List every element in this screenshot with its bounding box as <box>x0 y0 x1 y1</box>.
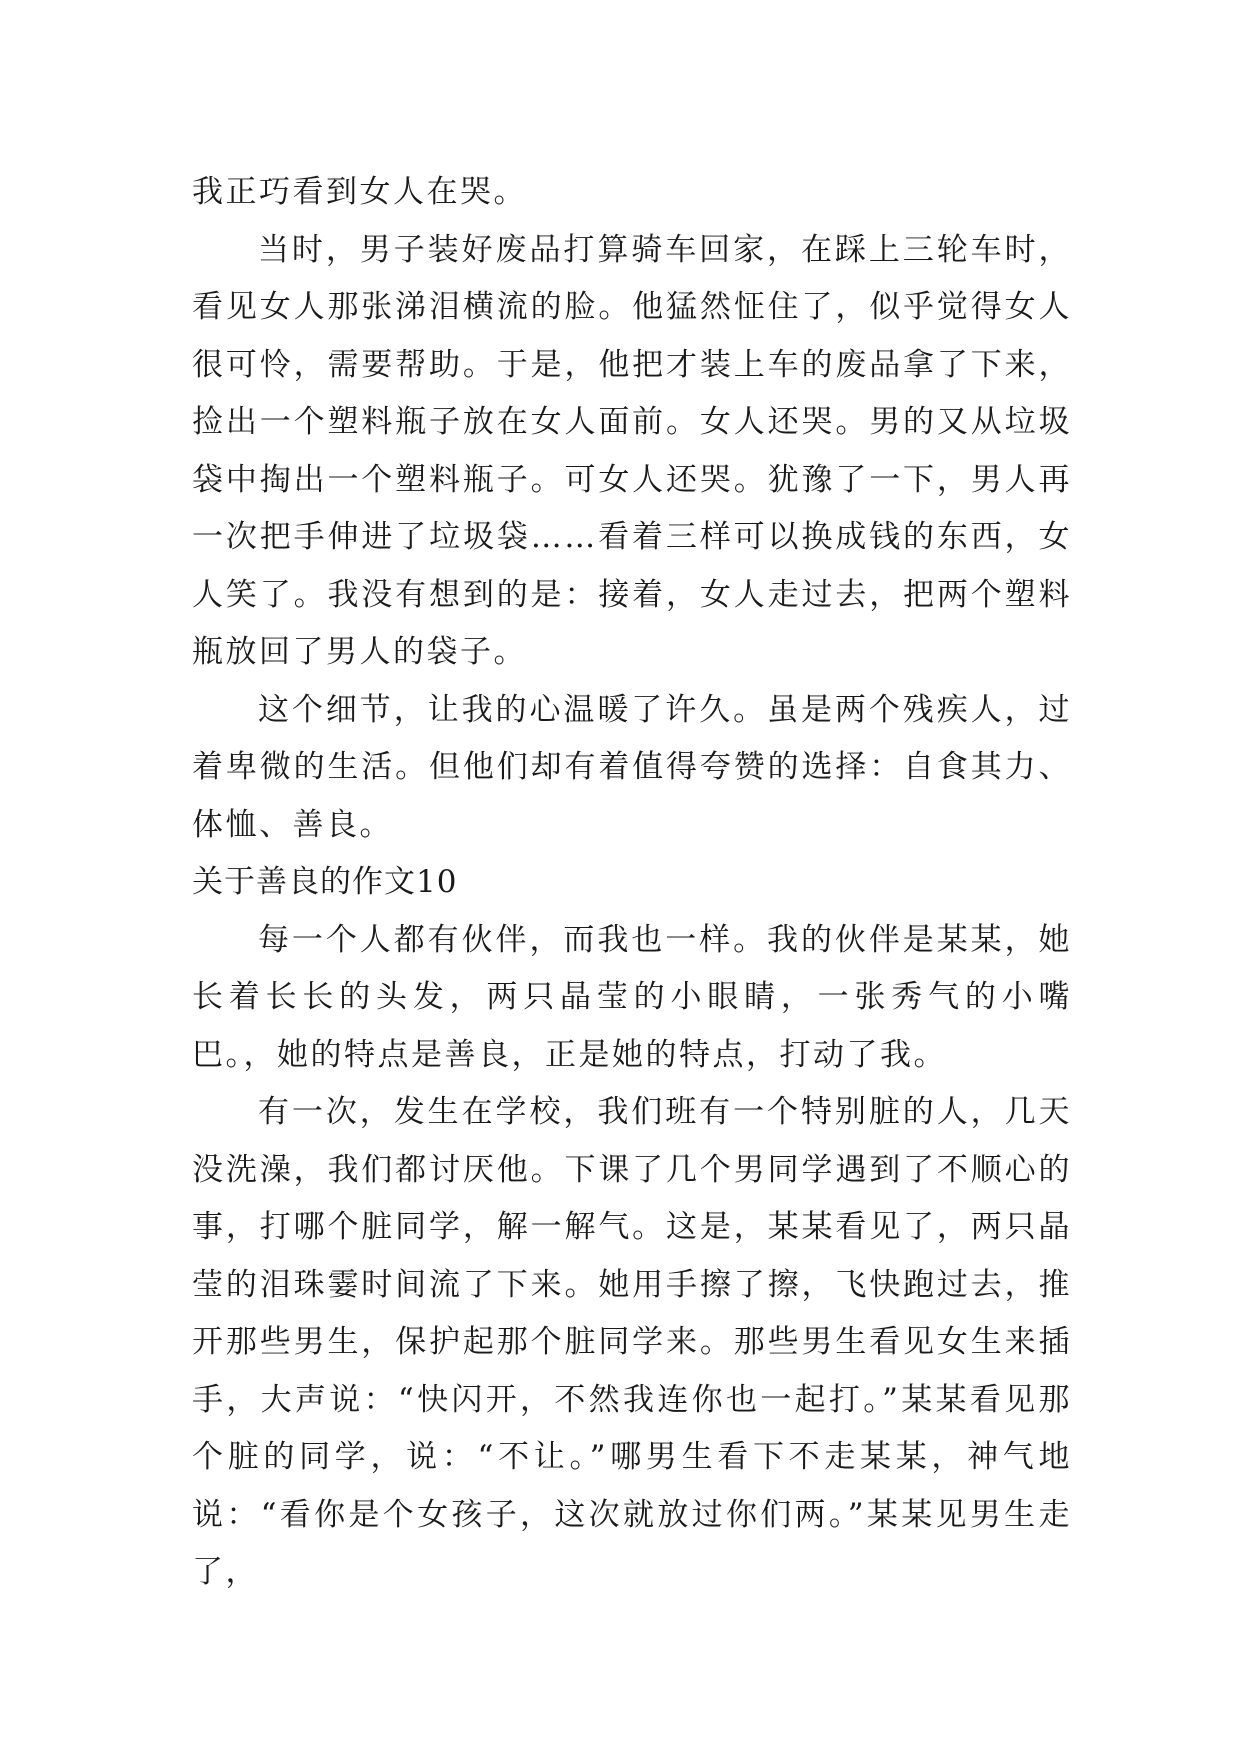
paragraph: 这个细节，让我的心温暖了许久。虽是两个残疾人，过着卑微的生活。但他们却有着值得夸赞的选择：自食其力、体恤、善良。 <box>192 691 1072 843</box>
document-body <box>192 164 1072 1602</box>
paragraph: 有一次，发生在学校，我们班有一个特别脏的人，几天没洗澡，我们都讨厌他。下课了几个男同学遇到了不顺心的事，打哪个脏同学，解一解气。这是，某某看见了，两只晶莹的泪珠霎时间流了下来。她用手擦了擦，飞快跑过去，推开那些男生，保护起那个脏同学来。那些男生看见女生来插手，大声说：“快闪开，不然我连你也一起打。”某某看见那个脏的同学，说：“不让。”哪男生看下不走某某，神气地说：“看你是个女孩子，这次就放过你们两。”某某见男生走了， <box>192 1094 1072 1590</box>
paragraph: 当时，男子装好废品打算骑车回家，在踩上三轮车时，看见女人那张涕泪横流的脸。他猛然怔住了，似乎觉得女人很可怜，需要帮助。于是，他把才装上车的废品拿了下来，捡出一个塑料瓶子放在女人面前。女人还哭。男的又从垃圾袋中掏出一个塑料瓶子。可女人还哭。犹豫了一下，男人再一次把手伸进了垃圾袋……看着三样可以换成钱的东西，女人笑了。我没有想到的是：接着，女人走过去，把两个塑料瓶放回了男人的袋子。 <box>192 231 1072 670</box>
paragraph: 每一个人都有伙伴，而我也一样。我的伙伴是某某，她长着长长的头发，两只晶莹的小眼睛，一张秀气的小嘴巴。，她的特点是善良，正是她的特点，打动了我。 <box>192 921 1072 1073</box>
section-title: 关于善良的作文10 <box>192 864 458 900</box>
paragraph: 我正巧看到女人在哭。 <box>192 174 527 210</box>
